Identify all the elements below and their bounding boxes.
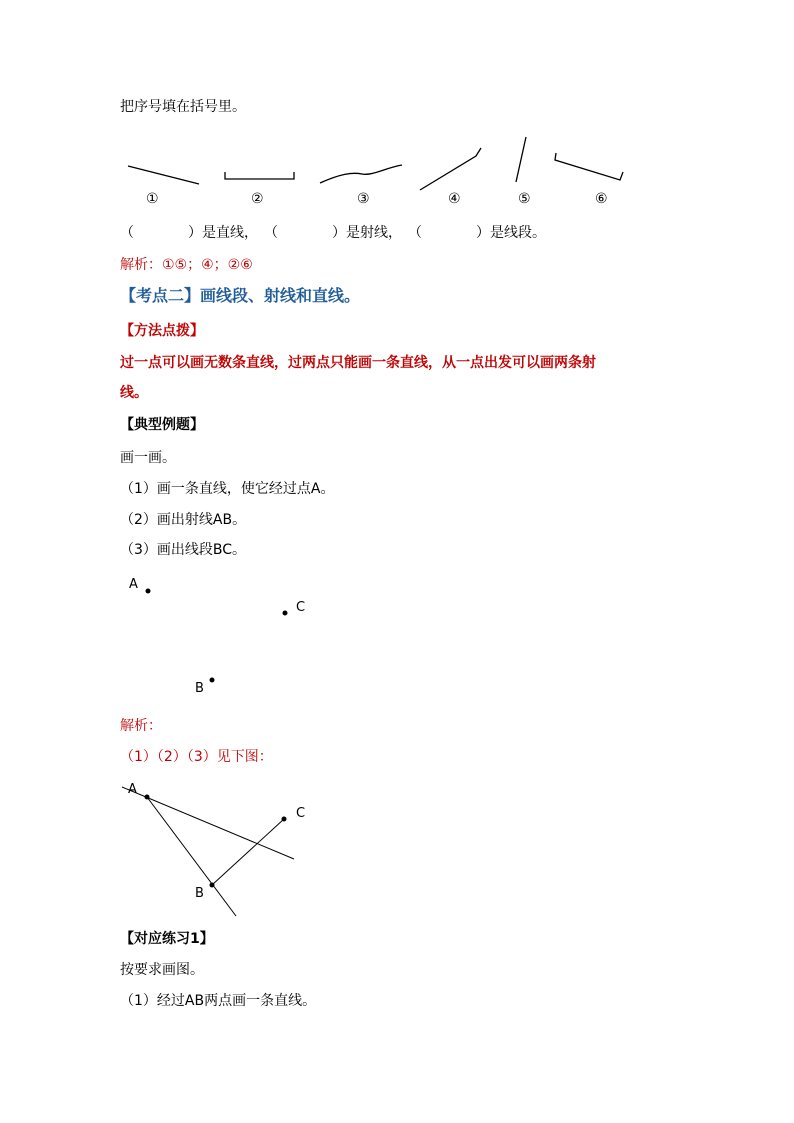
- q1-answer: 解析：①⑤；④；②⑥: [120, 257, 253, 273]
- analysis-text: （1）（2）（3）见下图：: [120, 749, 273, 765]
- section-heading: 【考点二】画线段、射线和直线。: [120, 286, 361, 305]
- point-c-dot: [283, 611, 288, 616]
- practice-title: 【对应练习1】: [120, 931, 214, 947]
- answer-point-b-label: B: [195, 886, 204, 901]
- figure-number: ⑥: [595, 191, 608, 207]
- point-c-label: C: [296, 600, 306, 615]
- method-text-line2: 线。: [120, 385, 148, 401]
- example-title: 【典型例题】: [120, 417, 204, 433]
- blank-close-1: ）: [188, 225, 202, 241]
- figure-number: ②: [251, 191, 264, 207]
- point-b-label: B: [195, 681, 204, 696]
- method-text-line1: 过一点可以画无数条直线，过两点只能画一条直线，从一点出发可以画两条射: [120, 355, 596, 371]
- answer-point-c-dot: [282, 817, 287, 822]
- answer-ray-ab: [147, 797, 236, 916]
- blank-close-2: ）: [332, 225, 346, 241]
- task-item-1: （1）画一条直线，使它经过点A。: [120, 481, 335, 497]
- task-text: 画一画。: [120, 450, 176, 466]
- figure-5-line: [516, 137, 526, 182]
- blank-open-2: （: [264, 225, 278, 241]
- answer-point-b-dot: [210, 883, 215, 888]
- answer-point-a-label: A: [128, 782, 137, 797]
- analysis-title: 解析：: [120, 718, 162, 734]
- point-a-label: A: [129, 577, 138, 592]
- blank-open-1: （: [120, 225, 134, 241]
- blank-open-3: （: [408, 225, 422, 241]
- figure-4-ray: [420, 148, 481, 190]
- figure-2-segment: [225, 172, 294, 179]
- task-item-2: （2）画出射线AB。: [120, 512, 247, 528]
- ray-label: 是射线，: [346, 225, 402, 241]
- figure-3-curve: [320, 165, 402, 183]
- figure-number: ①: [146, 191, 159, 207]
- figure-1-line: [128, 166, 199, 184]
- answer-point-a-dot: [145, 795, 150, 800]
- practice-item-1: （1）经过AB两点画一条直线。: [120, 993, 317, 1009]
- point-a-dot: [146, 589, 151, 594]
- task-item-3: （3）画出线段BC。: [120, 542, 247, 558]
- figure-6-segment: [555, 153, 623, 180]
- blank-close-3: ）: [476, 225, 490, 241]
- answer-point-c-label: C: [296, 806, 306, 821]
- figure-number: ⑤: [518, 191, 531, 207]
- point-b-dot: [210, 678, 215, 683]
- method-title: 【方法点拨】: [120, 323, 204, 339]
- figure-number: ④: [448, 191, 461, 207]
- segment-label: 是线段。: [490, 225, 546, 241]
- instruction: 把序号填在括号里。: [120, 99, 246, 115]
- figure-number: ③: [357, 191, 370, 207]
- practice-task: 按要求画图。: [120, 962, 204, 978]
- straight-line-label: 是直线，: [202, 225, 258, 241]
